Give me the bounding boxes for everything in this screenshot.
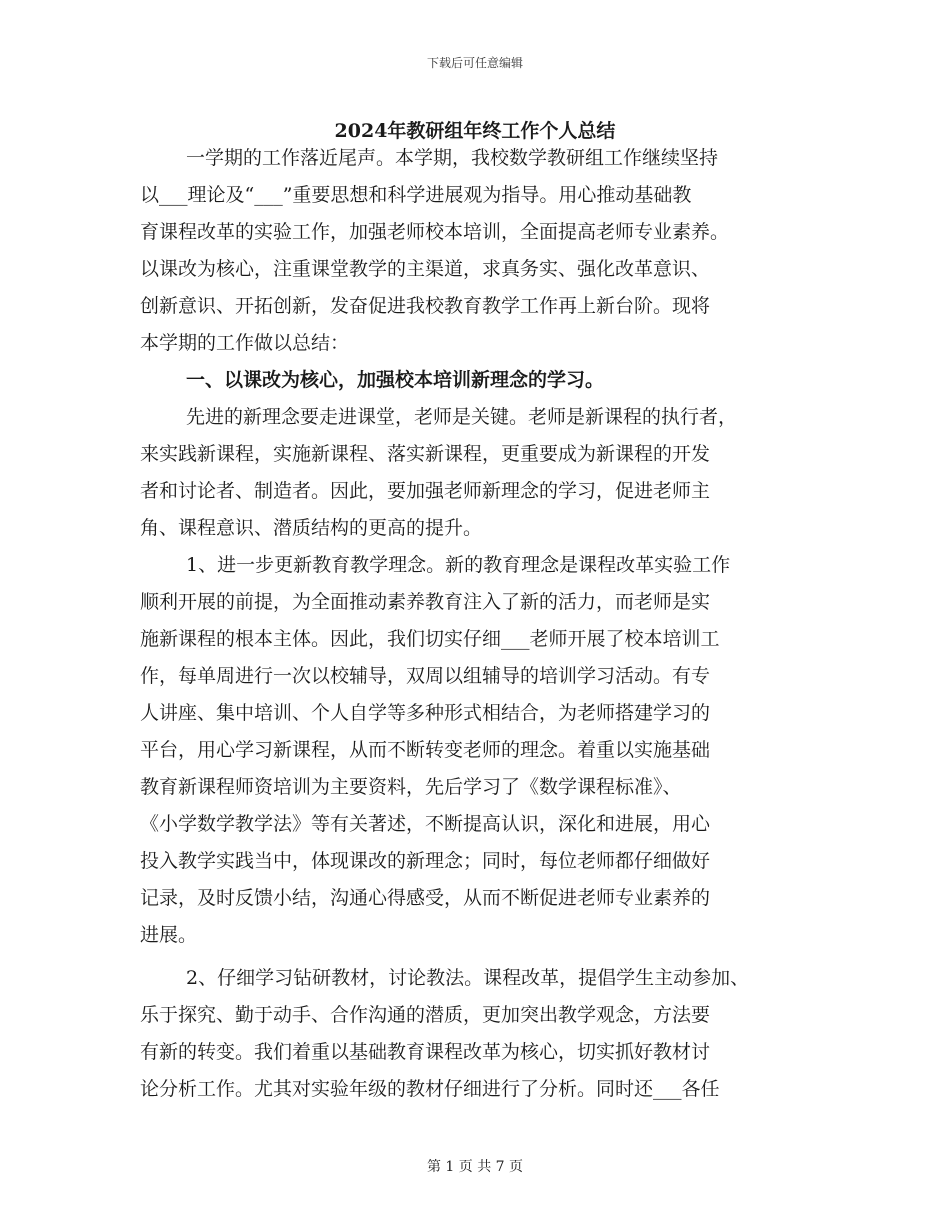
paragraph-line: 有新的转变。我们着重以基础教育课程改革为核心，切实抓好教材讨 bbox=[140, 1041, 711, 1063]
paragraph-line: 以___理论及“___”重要思想和科学进展观为指导。用心推动基础教 bbox=[140, 184, 692, 206]
paragraph-line: 作，每单周进行一次以校辅导，双周以组辅导的培训学习活动。有专 bbox=[140, 665, 711, 687]
paragraph-line: 者和讨论者、制造者。因此，要加强老师新理念的学习，促进老师主 bbox=[140, 480, 711, 502]
paragraph-line: 育课程改革的实验工作，加强老师校本培训，全面提高老师专业素养。 bbox=[140, 221, 730, 243]
document-title: 2024年教研组年终工作个人总结 bbox=[334, 120, 616, 142]
paragraph-line: 1、进一步更新教育教学理念。新的教育理念是课程改革实验工作 bbox=[186, 554, 731, 576]
paragraph-line: 角、课程意识、潜质结构的更高的提升。 bbox=[140, 517, 483, 539]
paragraph-line: 先进的新理念要走进课堂，老师是关键。老师是新课程的执行者， bbox=[186, 406, 738, 428]
paragraph-line: 一学期的工作落近尾声。本学期，我校数学教研组工作继续坚持 bbox=[186, 147, 719, 169]
paragraph-line: 论分析工作。尤其对实验年级的教材仔细进行了分析。同时还___各任 bbox=[140, 1078, 720, 1100]
paragraph-line: 以课改为核心，注重课堂教学的主渠道，求真务实、强化改革意识、 bbox=[140, 258, 711, 280]
paragraph-line: 人讲座、集中培训、个人自学等多种形式相结合，为老师搭建学习的 bbox=[140, 702, 711, 724]
page-header: 下载后可任意编辑 bbox=[426, 56, 523, 70]
paragraph-line: 进展。 bbox=[140, 924, 198, 946]
paragraph-line: 来实践新课程，实施新课程、落实新课程，更重要成为新课程的开发 bbox=[140, 443, 711, 465]
paragraph-line: 教育新课程师资培训为主要资料，先后学习了《数学课程标准》、 bbox=[140, 776, 682, 798]
page-footer: 第 1 页 共 7 页 bbox=[426, 1159, 524, 1175]
paragraph-line: 2、仔细学习钻研教材，讨论教法。课程改革，提倡学生主动参加、 bbox=[186, 967, 750, 989]
paragraph-line: 投入教学实践当中，体现课改的新理念；同时，每位老师都仔细做好 bbox=[140, 850, 711, 872]
paragraph-line: 本学期的工作做以总结： bbox=[140, 332, 350, 354]
paragraph-line: 创新意识、开拓创新，发奋促进我校教育教学工作再上新台阶。现将 bbox=[140, 295, 711, 317]
paragraph-line: 《小学数学教学法》等有关著述，不断提高认识，深化和进展，用心 bbox=[140, 813, 711, 835]
paragraph-line: 施新课程的根本主体。因此，我们切实仔细___老师开展了校本培训工 bbox=[140, 628, 720, 650]
paragraph-line: 平台，用心学习新课程，从而不断转变老师的理念。着重以实施基础 bbox=[140, 739, 711, 761]
paragraph-line: 顺利开展的前提，为全面推动素养教育注入了新的活力，而老师是实 bbox=[140, 591, 711, 613]
section-heading: 一、以课改为核心，加强校本培训新理念的学习。 bbox=[186, 369, 605, 391]
paragraph-line: 记录，及时反馈小结，沟通心得感受，从而不断促进老师专业素养的 bbox=[140, 887, 711, 909]
paragraph-line: 乐于探究、勤于动手、合作沟通的潜质，更加突出教学观念，方法要 bbox=[140, 1004, 711, 1026]
